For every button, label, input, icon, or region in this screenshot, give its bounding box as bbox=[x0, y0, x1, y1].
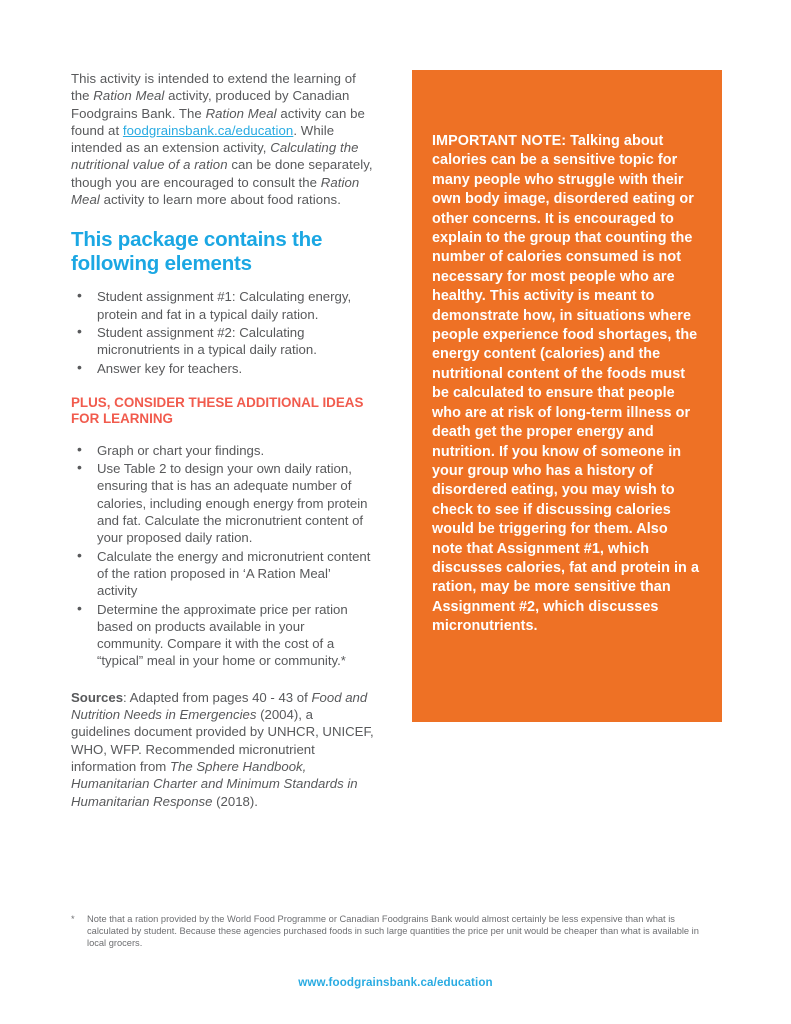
list-item: • Calculate the energy and micronutrient content of the ration proposed in ‘A Ration Meal’ activity bbox=[71, 548, 374, 600]
list-item: • Student assignment #1: Calculating energy, protein and fat in a typical daily ration. bbox=[71, 288, 374, 323]
sources-emphasis-2: The Sphere Handbook, Humanitarian Charter and Minimum Standards in Humanitarian Response bbox=[71, 758, 358, 809]
sources-emphasis-1: Food and Nutrition Needs in Emergencies bbox=[71, 689, 368, 723]
left-content-column bbox=[71, 70, 374, 810]
intro-text-part6: activity to learn more about food rations. bbox=[99, 192, 341, 208]
intro-emphasis-3: Calculating the nutritional value of a ration bbox=[71, 140, 359, 173]
important-note-callout-box bbox=[412, 70, 722, 722]
list-item: • Graph or chart your findings. bbox=[71, 442, 374, 459]
list-item: • Answer key for teachers. bbox=[71, 360, 374, 377]
list-item: • Use Table 2 to design your own daily ration, ensuring that is has an adequate number of calories, including enough energy from protein and fat. Calculate the micronutrient content of your proposed daily ration. bbox=[71, 460, 374, 546]
sources-paragraph bbox=[71, 689, 374, 810]
sources-label: Sources bbox=[71, 689, 124, 705]
intro-text-part3: activity can be found at bbox=[71, 105, 365, 138]
additional-ideas-list bbox=[71, 442, 374, 670]
list-item: • Determine the approximate price per ration based on products available in your community. Compare it with the cost of a “typical” meal in your home or community.* bbox=[71, 601, 374, 670]
intro-emphasis-1: Ration Meal bbox=[93, 88, 165, 104]
intro-text-part1: This activity is intended to extend the learning of the bbox=[71, 71, 356, 104]
foodgrainsbank-education-link[interactable]: foodgrainsbank.ca/education bbox=[122, 122, 294, 138]
footnote bbox=[71, 913, 717, 950]
intro-emphasis-2: Ration Meal bbox=[205, 105, 277, 121]
intro-paragraph bbox=[71, 70, 374, 208]
footer-url[interactable]: www.foodgrainsbank.ca/education bbox=[298, 976, 493, 989]
list-item: • Student assignment #2: Calculating micronutrients in a typical daily ration. bbox=[71, 324, 374, 359]
important-note-text: IMPORTANT NOTE: Talking about calories can be a sensitive topic for many people who struggle with their own body image, disordered eating or other concerns. It is encouraged to explain to the group that counting the number of calories consumed is not necessary for most people who are healthy. This activity is meant to demonstrate how, in situations where people experience food shortages, the energy content (calories) and the nutritional content of the foods must be calculated to ensure that people who are at risk of long-term illness or death get the proper energy and nutrition. If you know of someone in your group who has a history of disordered eating, you may wish to check to see if discussing calories would be triggering for them. Also note that Assignment #1, which discusses calories, fat and protein in a ration, may be more sensitive than Assignment #2, which discusses micronutrients. bbox=[432, 133, 700, 635]
intro-text-part2: activity, produced by Canadian Foodgrains Bank. The bbox=[71, 88, 350, 121]
footnote-marker: * bbox=[71, 914, 75, 924]
package-contents-list bbox=[71, 288, 374, 376]
package-contents-heading: This package contains the following elements bbox=[71, 228, 323, 276]
footnote-body: Note that a ration provided by the World Food Programme or Canadian Foodgrains Bank would almost certainly be less expensive than what is calculated by student. Because these agencies purchased foods in such large quantities the price per unit would be cheaper than what is available in local grocers. bbox=[87, 914, 699, 949]
sources-text-part2: (2004), a guidelines document provided by UNHCR, UNICEF, WHO, WFP. Recommended micronutrient information from bbox=[71, 707, 374, 774]
sources-text-part3: (2018). bbox=[212, 793, 258, 809]
intro-text-part4: . While intended as an extension activity, bbox=[71, 122, 335, 156]
sources-text-part1: : Adapted from pages 40 - 43 of bbox=[123, 689, 312, 705]
intro-emphasis-4: Ration Meal bbox=[71, 174, 360, 208]
additional-ideas-heading: PLUS, CONSIDER THESE ADDITIONAL IDEAS FOR LEARNING bbox=[71, 394, 364, 427]
intro-text-part5: can be done separately, though you are encouraged to consult the bbox=[71, 157, 373, 190]
